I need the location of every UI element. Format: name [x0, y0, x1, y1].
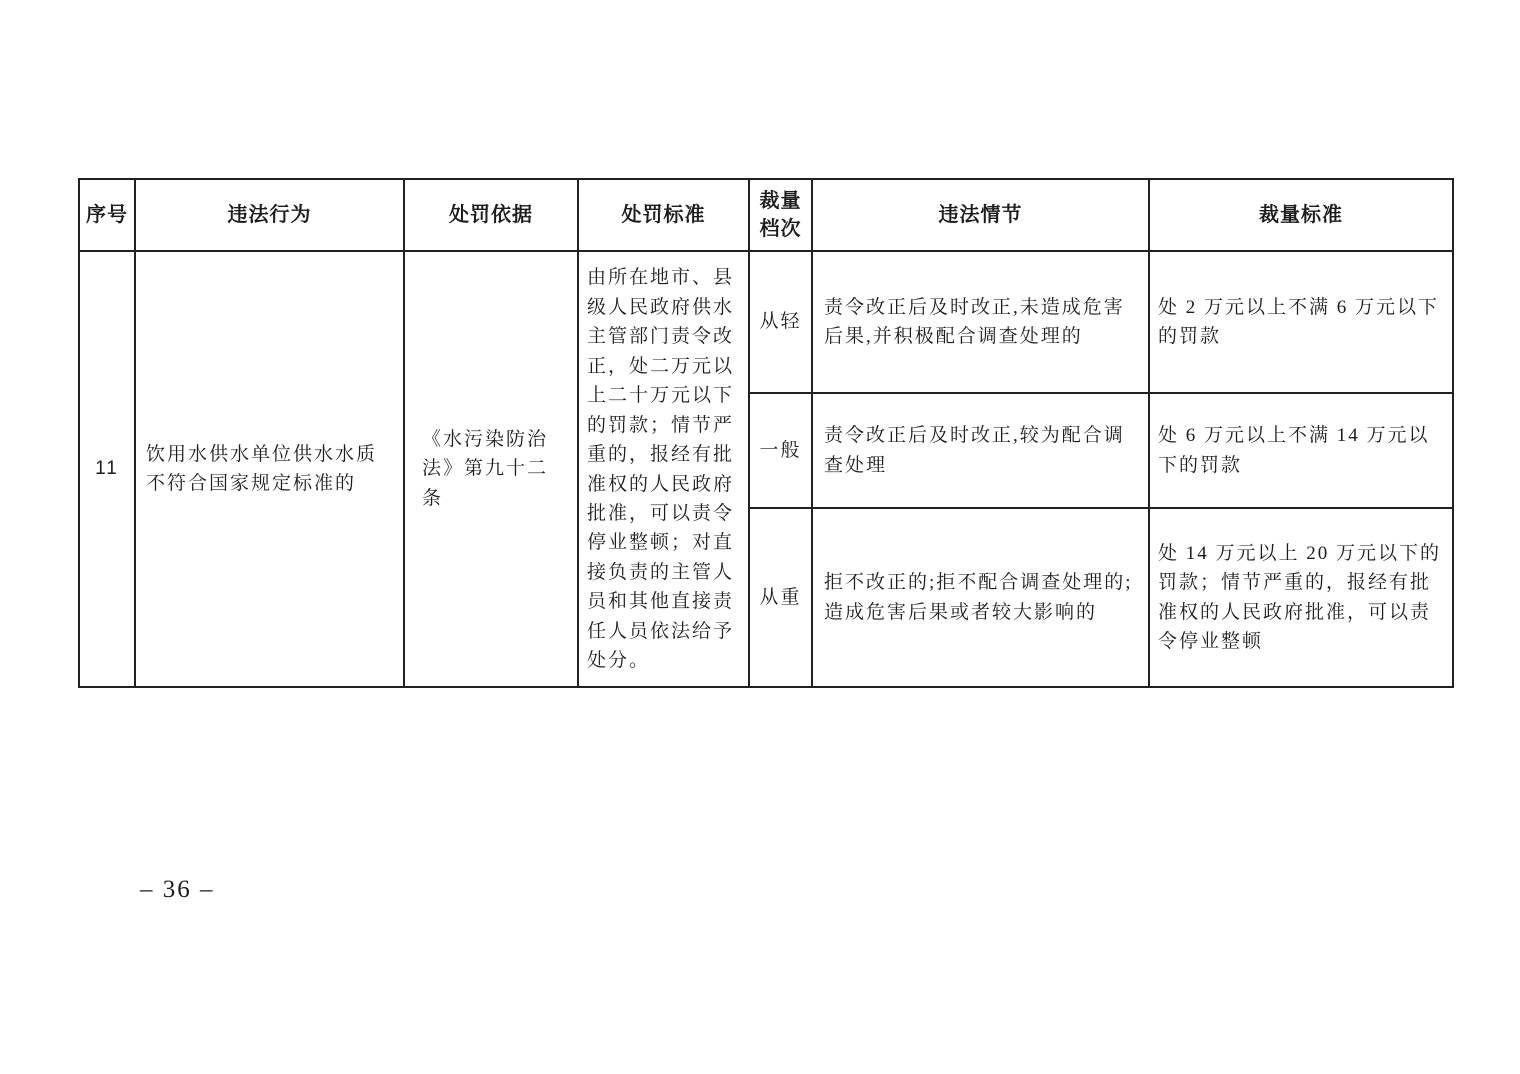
table-header-row [79, 179, 1453, 251]
header-basis: 处罚依据 [404, 179, 578, 251]
header-tier: 裁量档次 [749, 179, 812, 251]
circumstance-cell: 责令改正后及时改正,未造成危害后果,并积极配合调查处理的 [812, 251, 1149, 393]
penalty-standard-cell: 由所在地市、县级人民政府供水主管部门责令改正，处二万元以上二十万元以下的罚款；情节严重的，报经有批准权的人民政府批准，可以责令停业整顿；对直接负责的主管人员和其他直接责任人员依法给予处分。 [578, 251, 749, 687]
discretion-cell: 处 2 万元以上不满 6 万元以下的罚款 [1149, 251, 1453, 393]
page-number: – 36 – [140, 876, 215, 903]
tier-level-cell: 从重 [749, 508, 812, 687]
discretion-cell: 处 6 万元以上不满 14 万元以下的罚款 [1149, 393, 1453, 508]
serial-cell: 11 [79, 251, 135, 687]
circumstance-cell: 拒不改正的;拒不配合调查处理的;造成危害后果或者较大影响的 [812, 508, 1149, 687]
header-circumstance: 违法情节 [812, 179, 1149, 251]
header-serial: 序号 [79, 179, 135, 251]
penalty-discretion-table [78, 178, 1454, 688]
circumstance-cell: 责令改正后及时改正,较为配合调查处理 [812, 393, 1149, 508]
header-violation: 违法行为 [135, 179, 404, 251]
header-penalty-standard: 处罚标准 [578, 179, 749, 251]
tier-row-lenient [79, 251, 1453, 393]
violation-cell: 饮用水供水单位供水水质不符合国家规定标准的 [135, 251, 404, 687]
discretion-cell: 处 14 万元以上 20 万元以下的罚款；情节严重的，报经有批准权的人民政府批准，可以责令停业整顿 [1149, 508, 1453, 687]
basis-cell: 《水污染防治法》第九十二条 [404, 251, 578, 687]
tier-level-cell: 从轻 [749, 251, 812, 393]
tier-level-cell: 一般 [749, 393, 812, 508]
header-discretion: 裁量标准 [1149, 179, 1453, 251]
